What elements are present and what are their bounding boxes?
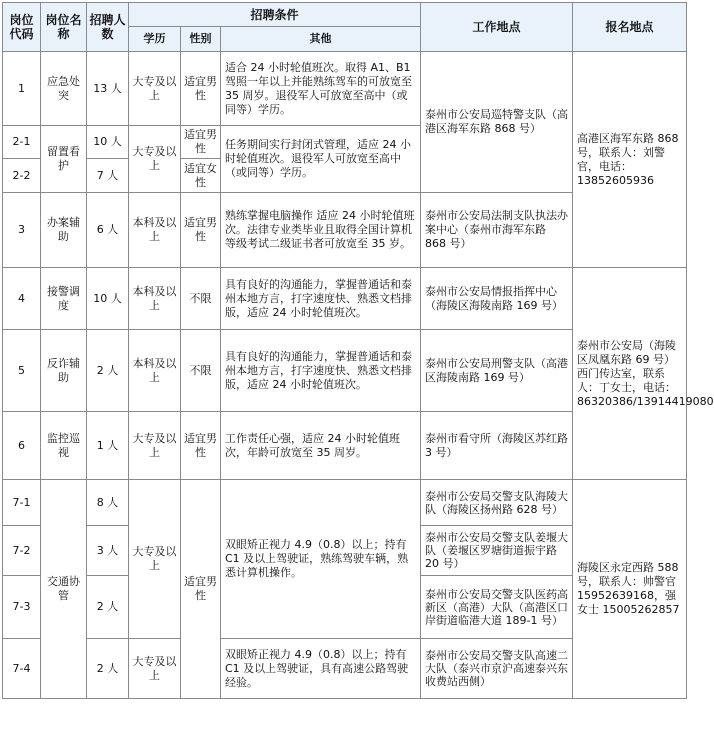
gender: 适宜男性 [181, 480, 221, 699]
header-work-location: 工作地点 [421, 3, 573, 52]
registration-location: 泰州市公安局（海陵区凤凰东路 69 号）西门传达室，联系人：丁女士，电话：86320386/13914419080 [573, 268, 687, 480]
work-location: 泰州市公安局巡特警支队（高港区海军东路 868 号） [421, 52, 573, 193]
education: 大专及以上 [129, 52, 181, 126]
education: 大专及以上 [129, 412, 181, 480]
post-code: 5 [3, 330, 41, 412]
recruit-count: 2 人 [87, 330, 129, 412]
gender: 适宜男性 [181, 52, 221, 126]
other-conditions: 熟练掌握电脑操作 适应 24 小时轮值班次。法律专业类毕业且取得全国计算机等级考试二级证书者可放宽至 35 岁。 [221, 193, 421, 268]
work-location: 泰州市公安局交警支队高速二大队（泰兴市京沪高速泰兴东收费站西侧） [421, 639, 573, 699]
recruit-count: 1 人 [87, 412, 129, 480]
gender: 适宜女性 [181, 159, 221, 193]
post-name: 办案辅助 [41, 193, 87, 268]
header-registration: 报名地点 [573, 3, 687, 52]
recruit-count: 3 人 [87, 526, 129, 576]
work-location: 泰州市公安局法制支队执法办案中心（泰州市海军东路 868 号） [421, 193, 573, 268]
other-conditions: 工作责任心强，适应 24 小时轮值班次，年龄可放宽至 35 周岁。 [221, 412, 421, 480]
header-education: 学历 [129, 27, 181, 52]
other-conditions: 具有良好的沟通能力，掌握普通话和泰州本地方言，打字速度快、熟悉文档排版，适应 24 小时轮值班次。 [221, 330, 421, 412]
post-name: 监控巡视 [41, 412, 87, 480]
work-location: 泰州市公安局交警支队医药高新区（高港）大队（高港区口岸街道临港大道 189-1 号） [421, 576, 573, 639]
gender: 不限 [181, 268, 221, 330]
gender: 适宜男性 [181, 126, 221, 159]
post-code: 4 [3, 268, 41, 330]
other-conditions: 任务期间实行封闭式管理，适应 24 小时轮值班次。退役军人可放宽至高中（或同等）学历。 [221, 126, 421, 193]
education: 大专及以上 [129, 480, 181, 639]
recruit-count: 6 人 [87, 193, 129, 268]
education: 大专及以上 [129, 126, 181, 193]
post-name: 接警调度 [41, 268, 87, 330]
education: 大专及以上 [129, 639, 181, 699]
education: 本科及以上 [129, 330, 181, 412]
recruit-count: 10 人 [87, 126, 129, 159]
work-location: 泰州市公安局情报指挥中心（海陵区海陵南路 169 号） [421, 268, 573, 330]
work-location: 泰州市公安局交警支队姜堰大队（姜堰区罗塘街道振宇路 20 号） [421, 526, 573, 576]
table-row [3, 268, 687, 330]
post-code: 7-4 [3, 639, 41, 699]
post-code: 6 [3, 412, 41, 480]
other-conditions: 适合 24 小时轮值班次。取得 A1、B1 驾照一年以上并能熟练驾车的可放宽至 35 周岁。退役军人可放宽至高中（或同等）学历。 [221, 52, 421, 126]
table-row [3, 52, 687, 126]
header-post-code: 岗位代码 [3, 3, 41, 52]
recruitment-table [2, 2, 714, 699]
recruit-count: 8 人 [87, 480, 129, 526]
gender: 适宜男性 [181, 412, 221, 480]
post-name: 留置看护 [41, 126, 87, 193]
post-name: 交通协管 [41, 480, 87, 699]
table-row [3, 480, 687, 526]
post-code: 2-2 [3, 159, 41, 193]
header-other: 其他 [221, 27, 421, 52]
work-location: 泰州市看守所（海陵区苏红路 3 号） [421, 412, 573, 480]
header-gender: 性别 [181, 27, 221, 52]
post-name: 应急处突 [41, 52, 87, 126]
registration-location: 高港区海军东路 868 号，联系人：刘警官，电话：13852605936 [573, 52, 687, 268]
header-conditions: 招聘条件 [129, 3, 421, 27]
post-code: 7-2 [3, 526, 41, 576]
header-post-name: 岗位名称 [41, 3, 87, 52]
other-conditions: 双眼矫正视力 4.9（0.8）以上；持有 C1 及以上驾驶证，熟练驾驶车辆，熟悉计算机操作。 [221, 480, 421, 639]
recruit-count: 10 人 [87, 268, 129, 330]
post-name: 反诈辅助 [41, 330, 87, 412]
gender: 适宜男性 [181, 193, 221, 268]
post-code: 3 [3, 193, 41, 268]
other-conditions: 双眼矫正视力 4.9（0.8）以上；持有 C1 及以上驾驶证，具有高速公路驾驶经验。 [221, 639, 421, 699]
registration-location: 海陵区永定西路 588 号，联系人：帅警官 15952639168，强女士 15005262857 [573, 480, 687, 699]
post-code: 7-3 [3, 576, 41, 639]
recruit-count: 13 人 [87, 52, 129, 126]
recruit-count: 2 人 [87, 576, 129, 639]
post-code: 1 [3, 52, 41, 126]
other-conditions: 具有良好的沟通能力，掌握普通话和泰州本地方言，打字速度快、熟悉文档排版，适应 24 小时轮值班次。 [221, 268, 421, 330]
work-location: 泰州市公安局刑警支队（高港区海陵南路 169 号） [421, 330, 573, 412]
header-recruit-count: 招聘人数 [87, 3, 129, 52]
post-code: 2-1 [3, 126, 41, 159]
recruit-count: 7 人 [87, 159, 129, 193]
recruit-count: 2 人 [87, 639, 129, 699]
education: 本科及以上 [129, 268, 181, 330]
gender: 不限 [181, 330, 221, 412]
work-location: 泰州市公安局交警支队海陵大队（海陵区扬州路 628 号） [421, 480, 573, 526]
post-code: 7-1 [3, 480, 41, 526]
education: 本科及以上 [129, 193, 181, 268]
